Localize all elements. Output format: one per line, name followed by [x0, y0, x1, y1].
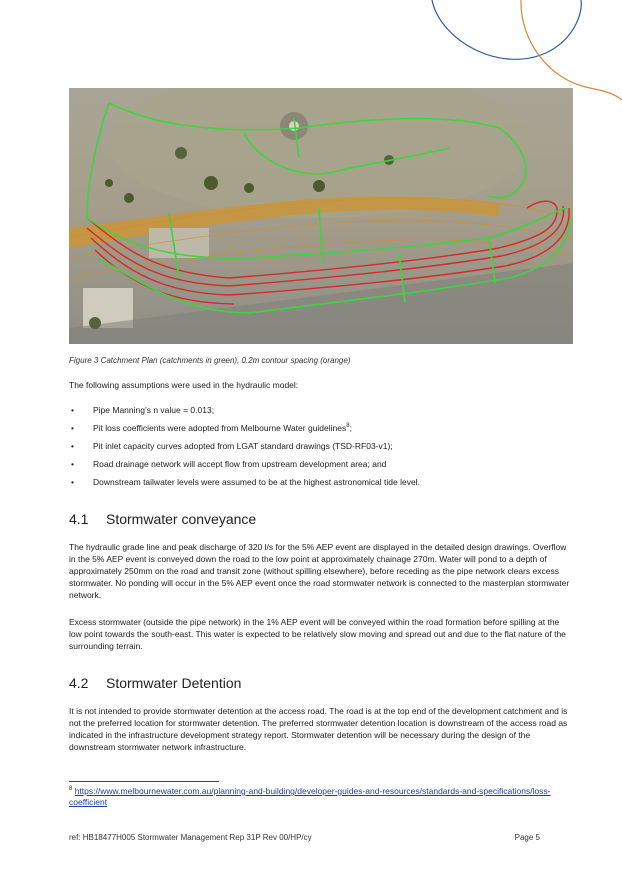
- list-item: • Downstream tailwater levels were assumed to be at the highest astronomical tide level.: [69, 476, 573, 494]
- assumptions-list: [69, 404, 573, 494]
- footnote-link[interactable]: https://www.melbournewater.com.au/planning-and-building/developer-guides-and-resources/standards-and-specifications/loss-coefficient: [69, 786, 551, 807]
- footnote: $^8$ https://www.melbournewater.com.au/planning-and-building/developer-guides-and-resources/standards-and-specifications/loss-coefficient: [69, 786, 551, 807]
- catchment-plan-image: [69, 88, 573, 344]
- section-heading-4-1: 4.1 Stormwater conveyance: [69, 511, 257, 527]
- footer-reference: ref: HB18477H005 Stormwater Management Rep 31P Rev 00/HP/cy: [69, 833, 312, 842]
- footnote-divider: [69, 781, 219, 782]
- section-heading-4-2: 4.2 Stormwater Detention: [69, 675, 242, 691]
- list-item: • Pit inlet capacity curves adopted from LGAT standard drawings (TSD-RF03-v1);: [69, 440, 573, 458]
- section-4-2-paragraph: It is not intended to provide stormwater detention at the access road. The road is at the top end of the development catchment and is not the preferred location for stormwater detention. The preferred stormwater detention location is downstream of the access road as indicated in the infrastructure development strategy report. Stormwater detention will be necessary during the design of the downstream stormwater network infrastructure.: [69, 706, 568, 752]
- section-4-1-paragraph-2: Excess stormwater (outside the pipe network) in the 1% AEP event will be conveyed within the road formation before spilling at the low point towards the south-east. This water is expected to be relatively slow moving and spread out and due to the flat nature of the surrounding terrain.: [69, 617, 566, 651]
- section-4-1-paragraph-1: The hydraulic grade line and peak discharge of 320 l/s for the 5% AEP event are displayed in the detailed design drawings. Overflow in the 5% AEP event is conveyed down the road to the low point at approximately chainage 270m. Water will pond to a depth of approximately 250mm on the road and transit zone (without spilling elsewhere), before receding as the pipe network clears excess stormwater. No ponding will occur in the 5% AEP event once the road stormwater network is connected to the masterplan stormwater network.: [69, 542, 570, 600]
- page-number: Page 5: [514, 833, 540, 842]
- list-item: • Pipe Manning’s n value = 0.013;: [69, 404, 573, 422]
- footnote-marker: 8: [346, 423, 350, 430]
- assumptions-intro: The following assumptions were used in the hydraulic model:: [69, 380, 299, 390]
- figure-caption: Figure 3 Catchment Plan (catchments in green), 0.2m contour spacing (orange): [69, 356, 351, 365]
- list-item: • Road drainage network will accept flow from upstream development area; and: [69, 458, 573, 476]
- list-item: • Pit loss coefficients were adopted from Melbourne Water guidelines$^8$;: [69, 422, 573, 440]
